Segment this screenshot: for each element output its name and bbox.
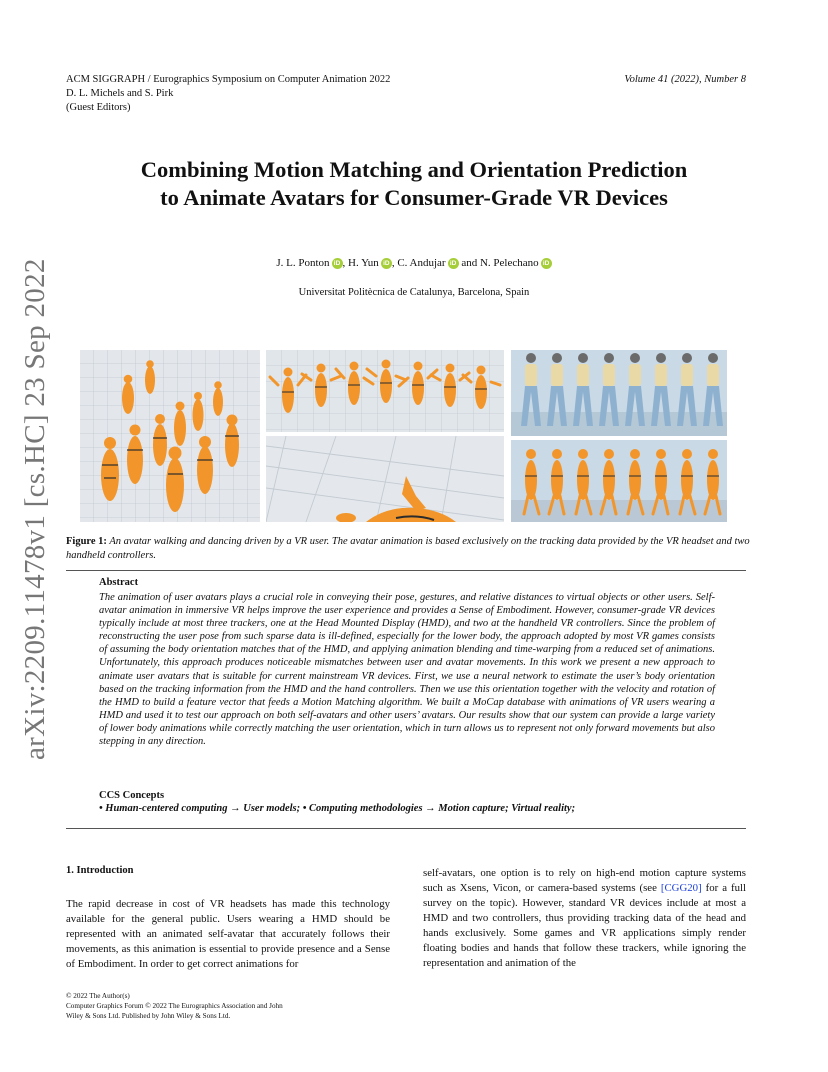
ccs-heading: CCS Concepts xyxy=(99,790,165,801)
intro-right-text-b: for a full survey on the topic). However, standard VR devices include at most a HMD and two controllers, thus providing tracking data of the head and hands exclusively. Some games and VR applications simply render floating bodies and hands that follow these trackers, while ignoring the representation and animation of the xyxy=(423,882,746,969)
divider-bottom xyxy=(66,828,746,829)
citation-link[interactable]: [CGG20] xyxy=(660,882,702,894)
figure-panel-first-person-view xyxy=(266,436,504,522)
figure-panel-real-users-walking xyxy=(511,350,727,436)
orcid-icon[interactable]: iD xyxy=(332,258,343,269)
conference-name: ACM SIGGRAPH / Eurographics Symposium on Computer Animation 2022 xyxy=(66,74,391,85)
author-3: , C. Andujar xyxy=(391,257,446,269)
affiliation: Universitat Politècnica de Catalunya, Barcelona, Spain xyxy=(298,287,530,298)
intro-right-text-a: self-avatars, one option is to rely on high-end motion capture systems such as Xsens, Vicon, or camera-based systems (see xyxy=(423,867,746,894)
figure-panel-dancing-sequence xyxy=(266,350,504,432)
section-heading-introduction: 1. Introduction xyxy=(66,865,134,876)
paper-title xyxy=(60,156,768,212)
editors: D. L. Michels and S. Pirk xyxy=(66,88,174,99)
author-4: and N. Pelechano xyxy=(458,257,539,269)
title-line-2: to Animate Avatars for Consumer-Grade VR Devices xyxy=(160,185,668,210)
dancing-sequence-image xyxy=(266,350,504,432)
orcid-icon[interactable]: iD xyxy=(541,258,552,269)
copyright-footer xyxy=(66,991,283,1021)
volume-info: Volume 41 (2022), Number 8 xyxy=(624,74,746,85)
footer-line-2: Computer Graphics Forum © 2022 The Eurographics Association and John xyxy=(66,1002,283,1010)
avatars-walking-image xyxy=(511,440,727,522)
guest-editors: (Guest Editors) xyxy=(66,102,131,113)
figure-caption-text: An avatar walking and dancing driven by a VR user. The avatar animation is based exclusively on the tracking data provided by the VR headset and two handheld controllers. xyxy=(66,536,750,561)
running-header xyxy=(66,73,390,115)
orcid-icon[interactable]: iD xyxy=(381,258,392,269)
footer-line-3: Wiley & Sons Ltd. Published by John Wiley & Sons Ltd. xyxy=(66,1012,231,1020)
divider-top xyxy=(66,570,746,571)
author-2: , H. Yun xyxy=(342,257,379,269)
figure-caption xyxy=(66,535,750,562)
abstract-text: The animation of user avatars plays a crucial role in conveying their pose, gestures, and relative distances to virtual objects or other users. Self-avatar animation in immersive VR helps improve the user experience and provides a Sense of Embodiment. However, consumer-grade VR devices typically include at most three trackers, one at the Head Mounted Display (HMD), and two at the handheld VR controllers. Since the problem of reconstructing the user pose from such sparse data is ill-defined, especially for the lower body, the approach adopted by most VR games consists of assuming the body orientation matches that of the HMD, and applying animation blending and time-warping from a reduced set of animations. Unfortunately, this approach produces noticeable mismatches between user and avatar movements. In this work we present a new approach to animate user avatars that is suitable for current mainstream VR devices. First, we use a neural network to estimate the user’s body orientation based on the tracking information from the HMD and the hand controllers. Then we use this orientation together with the velocity and rotation of the HMD to build a feature vector that feeds a Motion Matching algorithm. We built a MoCap database with animations of VR users wearing a HMD and used it to test our approach on both self-avatars and other users’ avatars. Our results show that our system can provide a large variety of lower body animations while correctly matching the user orientation, which in turn allows us to represent not only forward movements but also stepping in any direction. xyxy=(99,592,715,748)
author-list xyxy=(60,257,768,269)
footer-line-1: © 2022 The Author(s) xyxy=(66,992,130,1000)
author-1: J. L. Ponton xyxy=(276,257,330,269)
ccs-concepts: • Human-centered computing → User models; • Computing methodologies → Motion capture; Virtual reality; xyxy=(99,803,576,814)
intro-left-column: The rapid decrease in cost of VR headsets has made this technology available for the general public. Users wearing a HMD should be represented with an animated self-avatar that accurately follows their movements, as this animation is essential to provide presence and a Sense of Embodiment. In order to get correct animations for xyxy=(66,898,390,970)
arxiv-stamp: arXiv:2209.11478v1 [cs.HC] 23 Sep 2022 xyxy=(19,258,51,760)
intro-right-column xyxy=(423,866,746,971)
figure-label: Figure 1: xyxy=(66,536,107,547)
walking-avatars-image xyxy=(80,350,260,522)
orcid-icon[interactable]: iD xyxy=(448,258,459,269)
real-users-image xyxy=(511,350,727,436)
figure-panel-walking-avatars xyxy=(80,350,260,522)
figure-panel-avatars-walking xyxy=(511,440,727,522)
first-person-view-image xyxy=(266,436,504,522)
abstract-heading: Abstract xyxy=(99,577,139,588)
title-line-1: Combining Motion Matching and Orientation Prediction xyxy=(140,157,688,182)
